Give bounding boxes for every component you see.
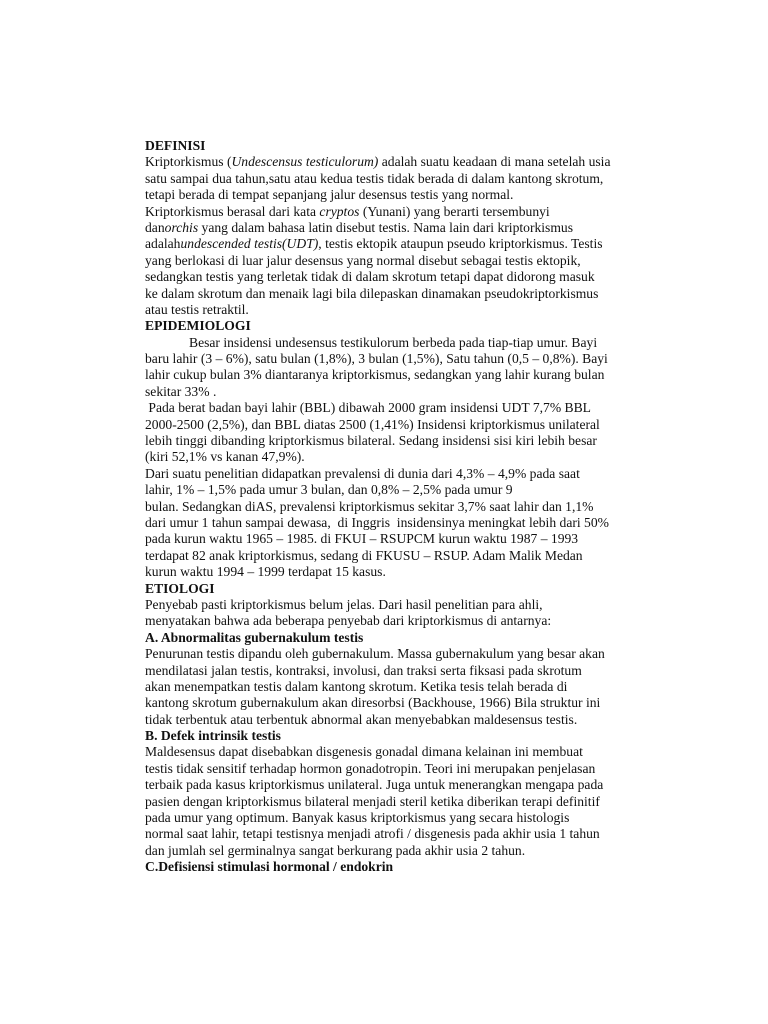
paragraph-line: terdapat 82 anak kriptorkismus, sedang di FKUSU – RSUP. Adam Malik Medan — [145, 547, 583, 563]
text-run: (Yunani) yang berarti tersembunyi — [359, 203, 550, 219]
paragraph-line: pasien dengan kriptorkismus bilateral menjadi steril ketika diberikan terapi definitif — [145, 793, 600, 809]
paragraph-line: satu sampai dua tahun,satu atau kedua testis tidak berada di dalam kantong skrotum, — [145, 170, 604, 186]
paragraph-line: (kiri 52,1% vs kanan 47,9%). — [145, 449, 305, 465]
paragraph-line: Pada berat badan bayi lahir (BBL) dibawah 2000 gram insidensi UDT 7,7% BBL — [145, 400, 591, 416]
text-run: Kriptorkismus berasal dari kata — [145, 203, 320, 219]
italic-term: undescended testis(UDT) — [180, 236, 319, 252]
paragraph-line: pada kurun waktu 1965 – 1985. di FKUI – RSUPCM kurun waktu 1987 – 1993 — [145, 531, 579, 547]
paragraph-line: ke dalam skrotum dan menaik lagi bila dilepaskan dinamakan pseudokriptorkismus — [145, 285, 599, 301]
paragraph-line: Maldesensus dapat disebabkan disgenesis gonadal dimana kelainan ini membuat — [145, 744, 583, 760]
paragraph-line: baru lahir (3 – 6%), satu bulan (1,8%), 3 bulan (1,5%), Satu tahun (0,5 – 0,8%). Bayi — [145, 351, 608, 367]
paragraph-line — [145, 204, 685, 220]
paragraph-line: akan menempatkan testis dalam kantong skrotum. Ketika tesis telah berada di — [145, 678, 568, 694]
paragraph-line: yang berlokasi di luar jalur desensus yang normal disebut sebagai testis ektopik, — [145, 252, 581, 268]
paragraph-line: Besar insidensi undesensus testikulorum berbeda pada tiap-tiap umur. Bayi — [189, 334, 598, 350]
section-heading-definisi: DEFINISI — [145, 138, 206, 153]
paragraph-line: tidak terbentuk atau terbentuk abnormal akan menyebabkan maldesensus testis. — [145, 711, 578, 727]
subsection-heading-c: C.Defisiensi stimulasi hormonal / endokrin — [145, 859, 394, 875]
paragraph-line: dari umur 1 tahun sampai dewasa, di Inggris insidensinya meningkat lebih dari 50% — [145, 514, 609, 530]
paragraph-line: sedangkan testis yang terletak tidak di dalam skrotum tetapi dapat didorong masuk — [145, 269, 595, 285]
paragraph-line: pada umur yang optimum. Banyak kasus kriptorkismus yang secara histologis — [145, 810, 570, 826]
section-heading-etiologi: ETIOLOGI — [145, 580, 215, 596]
subsection-heading-a: A. Abnormalitas gubernakulum testis — [145, 629, 364, 645]
paragraph-line: terbaik pada kasus kriptorkismus unilateral. Juga untuk menerangkan mengapa pada — [145, 777, 604, 793]
paragraph-line — [145, 154, 685, 170]
italic-term: cryptos — [319, 203, 360, 219]
section-heading-epidemiologi: EPIDEMIOLOGI — [145, 318, 251, 334]
paragraph-line: Dari suatu penelitian didapatkan prevalensi di dunia dari 4,3% – 4,9% pada saat — [145, 465, 580, 481]
paragraph-line: kurun waktu 1994 – 1999 terdapat 15 kasus. — [145, 564, 386, 580]
paragraph-line: tetapi berada di tempat sepanjang jalur desensus testis yang normal. — [145, 187, 514, 203]
paragraph-line: lebih tinggi dibanding kriptorkismus bilateral. Sedang insidensi sisi kiri lebih besar — [145, 433, 597, 449]
text-run: yang dalam bahasa latin disebut testis. Nama lain dari kriptorkismus — [198, 219, 574, 235]
paragraph-line: lahir cukup bulan 3% diantaranya kriptorkismus, sedangkan yang lahir kurang bulan — [145, 367, 605, 383]
paragraph-line: mendilatasi jalan testis, kontraksi, involusi, dan traksi serta fiksasi pada skrotum — [145, 662, 582, 678]
paragraph-line: atau testis retraktil. — [145, 301, 249, 317]
paragraph-line: bulan. Sedangkan diAS, prevalensi kriptorkismus sekitar 3,7% saat lahir dan 1,1% — [145, 498, 594, 514]
italic-term: Undescensus testiculorum) — [231, 154, 379, 170]
text-run: adalah suatu keadaan di mana setelah usia — [378, 154, 611, 170]
subsection-heading-b: B. Defek intrinsik testis — [145, 728, 281, 744]
italic-term: orchis — [164, 219, 199, 235]
paragraph-line: testis tidak sensitif terhadap hormon gonadotropin. Teori ini merupakan penjelasan — [145, 760, 596, 776]
paragraph-line: normal saat lahir, tetapi testisnya menjadi atrofi / disgenesis pada akhir usia 1 tahun — [145, 826, 600, 842]
paragraph-line: Penyebab pasti kriptorkismus belum jelas. Dari hasil penelitian para ahli, — [145, 596, 543, 612]
paragraph-line: sekitar 33% . — [145, 383, 217, 399]
text-run: dan — [145, 219, 165, 235]
paragraph-line: 2000-2500 (2,5%), dan BBL diatas 2500 (1,41%) Insidensi kriptorkismus unilateral — [145, 416, 600, 432]
paragraph-line: kantong skrotum gubernakulum akan diresorbsi (Backhouse, 1966) Bila struktur ini — [145, 695, 601, 711]
text-run: Kriptorkismus ( — [145, 154, 232, 170]
text-run: , testis ektopik ataupun pseudo kriptorkismus. Testis — [318, 236, 603, 252]
paragraph-line — [145, 220, 685, 236]
paragraph-line: dan jumlah sel germinalnya sangat berkurang pada akhir usia 2 tahun. — [145, 842, 526, 858]
document-body — [145, 138, 685, 876]
paragraph-line: menyatakan bahwa ada beberapa penyebab dari kriptorkismus di antarnya: — [145, 613, 552, 629]
paragraph-line — [145, 236, 685, 252]
paragraph-line: lahir, 1% – 1,5% pada umur 3 bulan, dan 0,8% – 2,5% pada umur 9 — [145, 482, 513, 498]
paragraph-line: Penurunan testis dipandu oleh gubernakulum. Massa gubernakulum yang besar akan — [145, 646, 605, 662]
text-run: adalah — [145, 236, 181, 252]
